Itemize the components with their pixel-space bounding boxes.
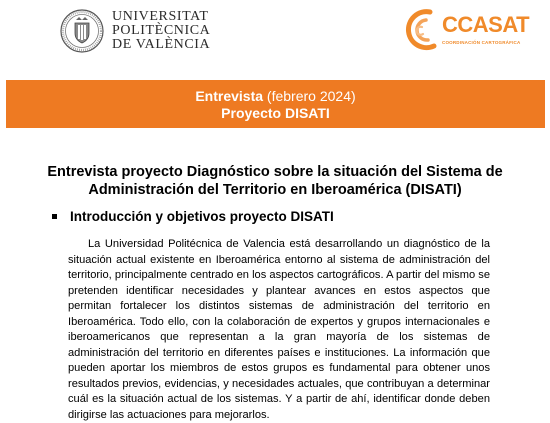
interview-banner: [6, 80, 545, 128]
ccasat-logo-name: CCASAT: [442, 12, 530, 37]
upv-logo-text: [112, 10, 210, 52]
ccasat-swirl-icon: [400, 6, 440, 58]
square-bullet-icon: [52, 214, 57, 219]
upv-seal-icon: [60, 9, 104, 53]
banner-project: Proyecto DISATI: [221, 105, 330, 121]
section-heading-text: Introducción y objetivos proyecto DISATI: [70, 209, 334, 224]
ccasat-logo: [400, 6, 530, 66]
ccasat-logo-subtitle: COORDINACIÓN CARTOGRÁFICA: [442, 40, 521, 45]
upv-logo-line: UNIVERSITAT: [112, 9, 209, 24]
banner-label: Entrevista: [195, 88, 264, 104]
document-title: Entrevista proyecto Diagnóstico sobre la situación del Sistema de Administración del Territorio en Iberoamérica (DISATI): [47, 164, 503, 198]
upv-logo-line: DE VALÈNCIA: [112, 37, 211, 52]
section-heading: [52, 209, 334, 224]
banner-line: [6, 88, 545, 105]
upv-logo: [60, 9, 210, 53]
upv-logo-line: POLITÈCNICA: [112, 23, 211, 38]
page-header: [0, 0, 550, 78]
banner-date: (febrero 2024): [263, 88, 356, 104]
body-paragraph: La Universidad Politécnica de Valencia está desarrollando un diagnóstico de la situación actual existente en Iberoamérica entorno al sistema de administración del territorio, principalmente centrado en los aspectos cartográficos. A partir del mismo se pretenden identificar necesidades y plantear avances en estos aspectos que permitan fortalecer los distintos sistemas de administración del territorio en Iberoamérica. Todo ello, con la colaboración de expertos y grupos internacionales e iberoamericanos que representan a la gran mayoría de los sistemas de administración del territorio en diferentes países e instituciones. La información que pueden aportar los miembros de estos grupos es fundamental para obtener unos resultados previos, evidencias, y necesidades actuales, que contribuyan a determinar cuál es la situación actual de los sistemas. Y a partir de ahí, identificar donde deben dirigirse las actuaciones para mejorarlos.: [68, 238, 490, 421]
